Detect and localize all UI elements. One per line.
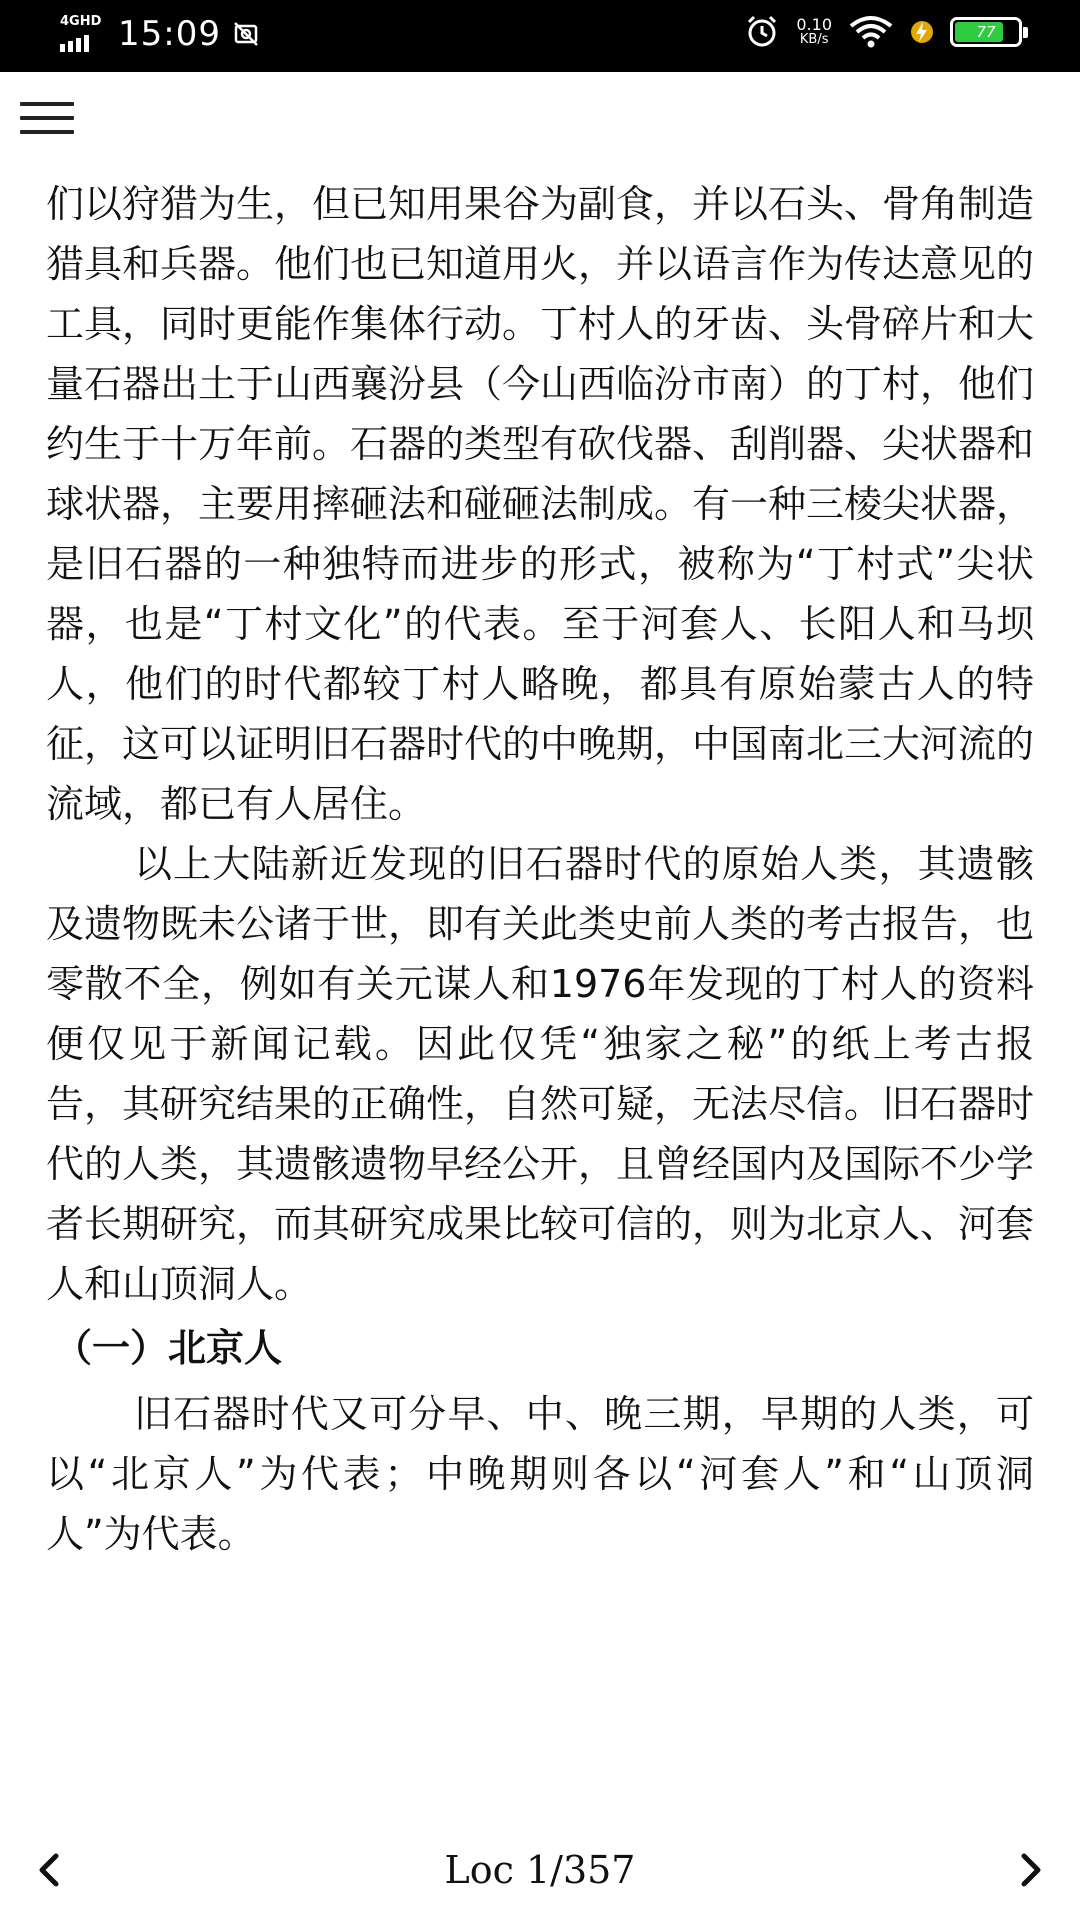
battery-icon [950,17,1022,47]
reader-content [46,174,1034,1564]
network-speed [796,17,832,47]
chevron-right-icon[interactable] [1012,1846,1052,1894]
status-right [744,14,1022,50]
photo-off-icon [233,21,259,47]
network-type: 4GHD [60,14,102,29]
paragraph: 们以狩猎为生，但已知用果谷为副食，并以石头、骨角制造猎具和兵器。他们也已知道用火，并以语言作为传达意见的工具，同时更能作集体行动。丁村人的牙齿、头骨碎片和大量石器出土于山西襄汾县（今山西临汾市南）的丁村，他们约生于十万年前。石器的类型有砍伐器、刮削器、尖状器和球状器，主要用摔砸法和碰砸法制成。有一种三棱尖状器，是旧石器的一种独特而进步的形式，被称为“丁村式”尖状器，也是“丁村文化”的代表。至于河套人、长阳人和马坝人，他们的时代都较丁村人略晚，都具有原始蒙古人的特征，这可以证明旧石器时代的中晚期，中国南北三大河流的流域，都已有人居住。 [46,182,1035,826]
network-speed-value: 0.10 [796,15,832,34]
paragraph: 旧石器时代又可分早、中、晚三期，早期的人类，可以“北京人”为代表；中晚期则各以“河套人”和“山顶洞人”为代表。 [46,1392,1034,1556]
alarm-icon [744,14,780,50]
signal-icon [60,14,106,54]
location-indicator: Loc 1/357 [444,1848,636,1892]
hamburger-menu-icon[interactable] [20,98,76,138]
status-bar [0,0,1080,72]
battery-level: 77 [976,23,996,41]
reader-footer [0,1840,1080,1900]
charging-icon [910,18,934,46]
status-left [60,14,259,54]
wifi-icon [848,14,894,50]
network-speed-unit: KB/s [799,32,829,47]
paragraph: 以上大陆新近发现的旧石器时代的原始人类，其遗骸及遗物既未公诸于世，即有关此类史前人类的考古报告，也零散不全，例如有关元谋人和1976年发现的丁村人的资料便仅见于新闻记载。因此仅凭“独家之秘”的纸上考古报告，其研究结果的正确性，自然可疑，无法尽信。旧石器时代的人类，其遗骸遗物早经公开，且曾经国内及国际不少学者长期研究，而其研究成果比较可信的，则为北京人、河套人和山顶洞人。 [46,842,1035,1306]
status-time: 15:09 [118,14,221,54]
section-heading: （一）北京人 [54,1326,283,1370]
